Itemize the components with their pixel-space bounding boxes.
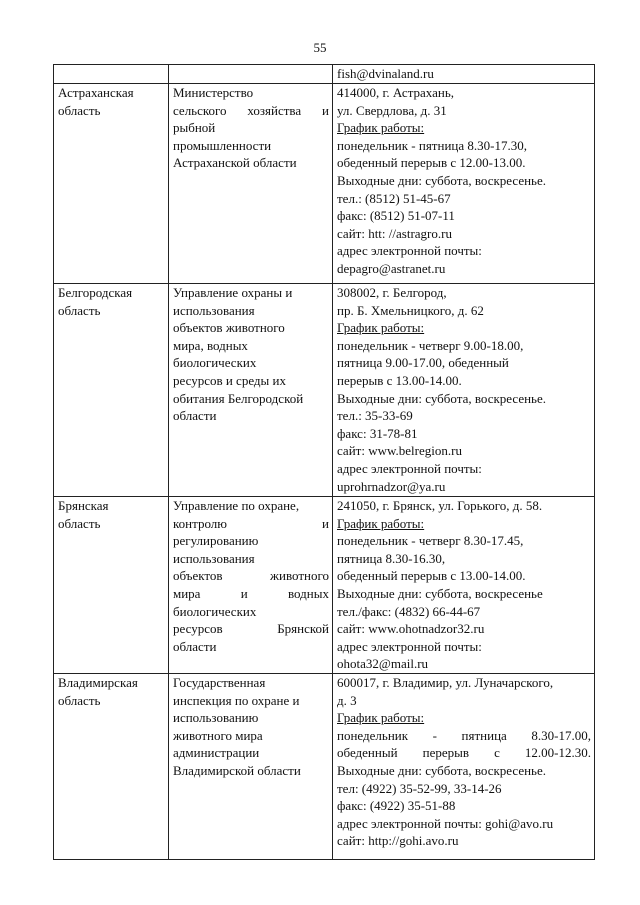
region-name-line: область [58, 515, 101, 531]
authority-name-line: животного мира [173, 727, 263, 743]
phone-line: тел: (4922) 35-52-99, 33-14-26 [337, 780, 502, 796]
schedule-line: обеденный перерыв с 12.00-12.30. [337, 745, 591, 761]
phone-line: тел.: 35-33-69 [337, 408, 413, 424]
authority-name-line: биологических [173, 355, 257, 371]
days-off-line: Выходные дни: суббота, воскресенье. [337, 390, 547, 406]
region-cell [54, 84, 169, 284]
schedule-line: понедельник - пятница 8.30-17.30, [337, 137, 527, 153]
address-line: пр. Б. Хмельницкого, д. 62 [337, 302, 484, 318]
authority-name-line: Владимирской области [173, 762, 301, 778]
authority-name-line: области [173, 638, 217, 654]
fax-line: факс: (4922) 35-51-88 [337, 798, 456, 814]
authority-name-line: сельского хозяйства и [173, 102, 329, 118]
schedule-heading: График работы: [337, 710, 425, 726]
region-name-line: Владимирская [58, 674, 138, 690]
authority-name-line: использования [173, 550, 255, 566]
contacts-table [53, 64, 595, 860]
schedule-line: пятница 9.00-17.00, обеденный [337, 355, 509, 371]
email-text: uprohrnadzor@ya.ru [337, 478, 446, 494]
authority-name-line: мира, водных [173, 337, 248, 353]
website-line: сайт: www.ohotnadzor32.ru [337, 621, 485, 637]
email-line: адрес электронной почты: gohi@avo.ru [337, 815, 554, 831]
authority-name-line: использованию [173, 710, 259, 726]
fax-line: факс: (8512) 51-07-11 [337, 208, 455, 224]
website-line: сайт: http://gohi.avo.ru [337, 833, 459, 849]
region-name-line: Брянская [58, 498, 109, 513]
region-name-line: Белгородская [58, 285, 133, 300]
authority-cell [169, 673, 333, 859]
authority-name-line: регулированию [173, 533, 259, 549]
schedule-line: понедельник - четверг 8.30-17.45, [337, 533, 524, 549]
email-label: адрес электронной почты: [337, 638, 482, 654]
authority-cell [169, 65, 333, 84]
email-text: ohota32@mail.ru [337, 656, 429, 672]
region-cell [54, 673, 169, 859]
table-row [54, 497, 595, 674]
authority-name-line: Астраханской области [173, 155, 297, 171]
authority-cell [169, 284, 333, 497]
region-cell [54, 284, 169, 497]
phone-line: тел.: (8512) 51-45-67 [337, 190, 451, 206]
schedule-line: обеденный перерыв с 13.00-14.00. [337, 568, 526, 584]
authority-name-line: мира и водных [173, 585, 329, 601]
website-line: сайт: htt: //astragro.ru [337, 225, 452, 241]
fax-line: факс: 31-78-81 [337, 425, 418, 441]
authority-name-line: контролю и [173, 515, 329, 531]
region-name-line: область [58, 102, 101, 118]
authority-name-line: Управление по охране, [173, 498, 300, 513]
authority-cell [169, 497, 333, 674]
table-row [54, 65, 595, 84]
days-off-line: Выходные дни: суббота, воскресенье. [337, 172, 547, 188]
email-text: fish@dvinaland.ru [337, 66, 434, 81]
authority-name-line: промышленности [173, 137, 272, 153]
schedule-line: перерыв с 13.00-14.00. [337, 372, 462, 388]
authority-name-line: инспекция по охране и [173, 692, 300, 708]
authority-name-line: Государственная [173, 674, 266, 690]
address-line: ул. Свердлова, д. 31 [337, 102, 447, 118]
region-cell [54, 497, 169, 674]
table-row [54, 284, 595, 497]
authority-name-line: Управление охраны и [173, 285, 293, 300]
schedule-line: понедельник - четверг 9.00-18.00, [337, 337, 524, 353]
address-line: д. 3 [337, 692, 357, 708]
website-line: сайт: www.belregion.ru [337, 443, 462, 459]
table-row [54, 673, 595, 859]
email-label: адрес электронной почты: [337, 460, 482, 476]
authority-name-line: администрации [173, 745, 260, 761]
page-number: 55 [313, 40, 327, 55]
authority-name-line: использования [173, 302, 255, 318]
authority-name-line: объектов животного [173, 320, 285, 336]
region-name-line: Астраханская [58, 85, 134, 100]
contacts-cell [333, 65, 595, 84]
email-label: адрес электронной почты: [337, 243, 482, 259]
address-line: 241050, г. Брянск, ул. Горького, д. 58. [337, 498, 543, 513]
authority-name-line: ресурсов и среды их [173, 372, 286, 388]
authority-name-line: области [173, 408, 217, 424]
schedule-line: пятница 8.30-16.30, [337, 550, 446, 566]
address-line: 600017, г. Владимир, ул. Луначарского, [337, 674, 554, 690]
authority-name-line: Министерство [173, 85, 254, 100]
authority-name-line: объектов животного [173, 568, 329, 584]
schedule-heading: График работы: [337, 320, 425, 336]
region-cell [54, 65, 169, 84]
region-name-line: область [58, 302, 101, 318]
email-text: depagro@astranet.ru [337, 260, 446, 276]
contacts-cell [333, 673, 595, 859]
schedule-heading: График работы: [337, 515, 425, 531]
contacts-cell [333, 84, 595, 284]
table-row [54, 84, 595, 284]
authority-name-line: биологических [173, 603, 257, 619]
contacts-cell [333, 284, 595, 497]
authority-name-line: рыбной [173, 120, 216, 136]
schedule-line: обеденный перерыв с 12.00-13.00. [337, 155, 526, 171]
days-off-line: Выходные дни: суббота, воскресенье [337, 585, 543, 601]
days-off-line: Выходные дни: суббота, воскресенье. [337, 762, 547, 778]
address-line: 414000, г. Астрахань, [337, 85, 455, 100]
authority-name-line: ресурсов Брянской [173, 621, 329, 637]
schedule-heading: График работы: [337, 120, 425, 136]
phone-fax-line: тел./факс: (4832) 66-44-67 [337, 603, 481, 619]
address-line: 308002, г. Белгород, [337, 285, 447, 300]
authority-cell [169, 84, 333, 284]
region-name-line: область [58, 692, 101, 708]
contacts-cell [333, 497, 595, 674]
schedule-line: понедельник - пятница 8.30-17.00, [337, 727, 591, 743]
authority-name-line: обитания Белгородской [173, 390, 304, 406]
